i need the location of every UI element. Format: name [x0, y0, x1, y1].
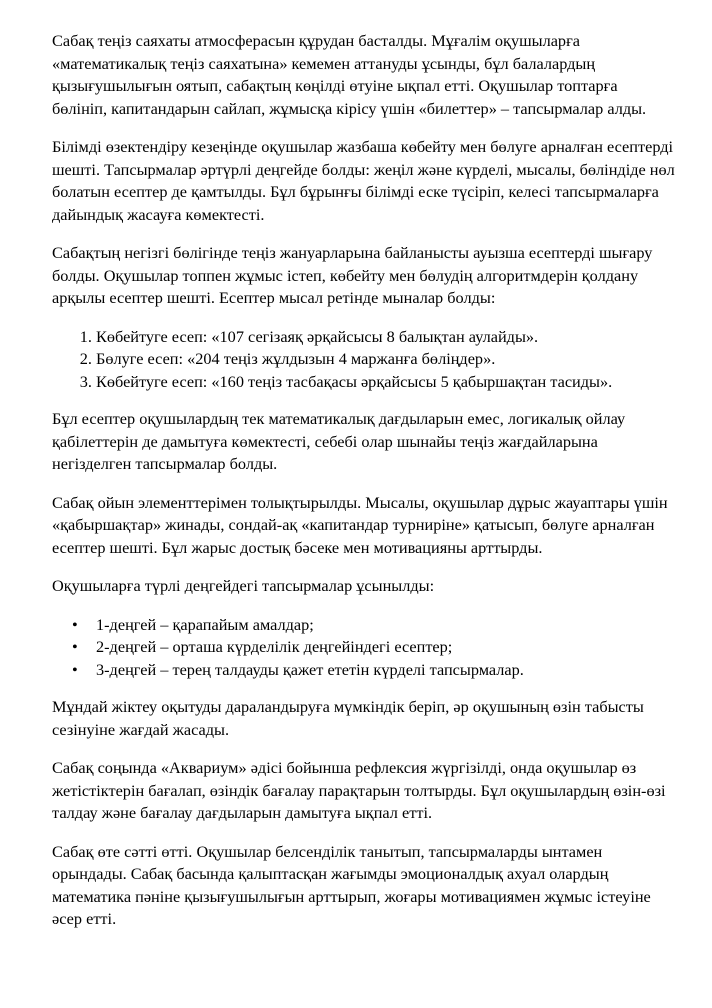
list-item: 3. Көбейтуге есеп: «160 теңіз тасбақасы әрқайсысы 5 қабыршақтан тасиды». [96, 371, 676, 394]
bullet-icon: • [72, 659, 78, 679]
list-item: 2. Бөлуге есеп: «204 теңіз жұлдызын 4 маржанға бөліңдер». [96, 348, 676, 371]
bullet-list-levels [52, 614, 676, 682]
list-item-text: 3-деңгей – терең талдауды қажет ететін күрделі тапсырмалар. [96, 659, 524, 679]
numbered-list-problems [52, 326, 676, 394]
bullet-icon: • [72, 614, 78, 634]
list-item [72, 659, 676, 682]
paragraph-levels-intro: Оқушыларға түрлі деңгейдегі тапсырмалар ұсынылды: [52, 576, 435, 595]
paragraph-main-part: Сабақтың негізгі бөлігінде теңіз жануарларына байланысты ауызша есептерді шығару болды. Оқушылар топпен жұмыс істеп, көбейту мен бөлудің алгоритмдерін қолдану арқылы есептер шешті. Есептер мысал ретінде мыналар болды: [52, 243, 653, 307]
paragraph-intro: Сабақ теңіз саяхаты атмосферасын құрудан басталды. Мұғалім оқушыларға «математикалық теңіз саяхатына» кемемен аттануды ұсынды, бұл балалардың қызығушылығын оятып, сабақтың көңілді өтуіне ықпал етті. Оқушылар топтарға бөлініп, капитандарын сайлап, жұмысқа кірісу үшін «билеттер» – тапсырмалар алды. [52, 31, 647, 118]
list-item-text: 1-деңгей – қарапайым амалдар; [96, 614, 314, 634]
paragraph-skills: Бұл есептер оқушылардың тек математикалық дағдыларын емес, логикалық ойлау қабілеттерін де дамытуға көмектесті, себебі олар шынайы теңіз жағдайларына негізделген тапсырмалар болды. [52, 409, 626, 473]
list-item [72, 614, 676, 637]
document-page [52, 30, 676, 947]
paragraph-conclusion: Сабақ өте сәтті өтті. Оқушылар белсенділік танытып, тапсырмаларды ынтамен орындады. Сабақ басында қалыптасқан жағымды эмоционалдық ахуал олардың математика пәніне қызығушылығын арттырып, жоғары мотивациямен жұмыс істеуіне әсер етті. [52, 841, 651, 928]
list-item [72, 636, 676, 659]
bullet-icon: • [72, 637, 78, 656]
paragraph-reflection: Сабақ соңында «Аквариум» әдісі бойынша рефлексия жүргізілді, онда оқушылар өз жетістіктерін бағалап, өзіндік бағалау парақтарын толтырды. Бұл оқушылардың өзін-өзі талдау және бағалау дағдыларын дамытуға ықпал етті. [52, 758, 666, 822]
list-item-text: 2-деңгей – орташа күрделілік деңгейіндегі есептер; [96, 637, 453, 656]
paragraph-knowledge-update: Білімді өзектендіру кезеңінде оқушылар жазбаша көбейту мен бөлуге арналған есептерді шешті. Тапсырмалар әртүрлі деңгейде болды: жеңіл және күрделі, мысалы, бөліндіде нөл болатын есептер де қамтылды. Бұл бұрынғы білімді еске түсіріп, келесі тапсырмаларға дайындық жасауға көмектесті. [52, 137, 675, 224]
list-item: 1. Көбейтуге есеп: «107 сегізаяқ әрқайсысы 8 балықтан аулайды». [96, 326, 676, 349]
paragraph-differentiation: Мұндай жіктеу оқытуды дараландыруға мүмкіндік беріп, әр оқушының өзін табысты сезінуіне жағдай жасады. [52, 697, 644, 739]
paragraph-game-elements: Сабақ ойын элементтерімен толықтырылды. Мысалы, оқушылар дұрыс жауаптары үшін «қабыршақтар» жинады, сондай-ақ «капитандар турниріне» қатысып, бөлуге арналған есептер шешті. Бұл жарыс достық бәсеке мен мотивацияны арттырды. [52, 492, 668, 557]
